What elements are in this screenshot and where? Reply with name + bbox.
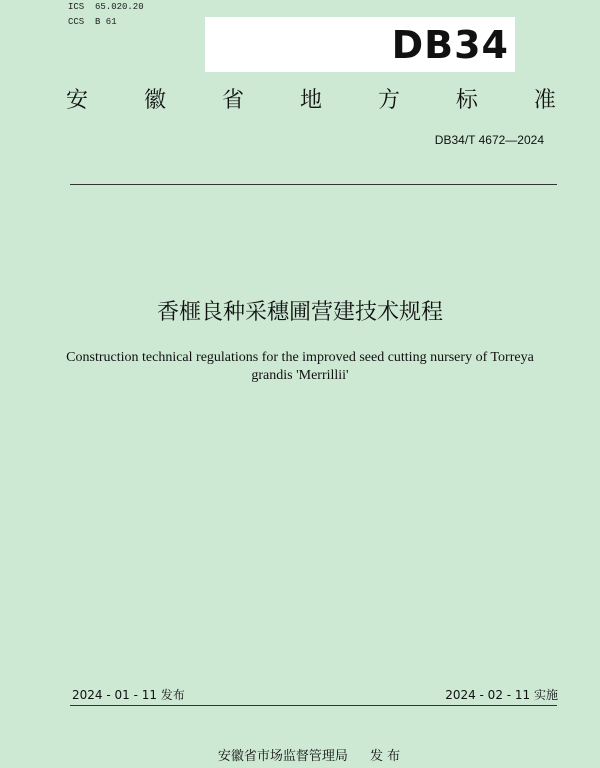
classification-codes xyxy=(68,0,144,30)
issuer-name: 安徽省市场监督管理局 xyxy=(217,749,348,764)
ccs-code: CCS B 61 xyxy=(68,17,117,27)
category-char: 准 xyxy=(533,88,556,113)
ics-code: ICS 65.020.20 xyxy=(68,2,144,12)
top-divider xyxy=(70,184,557,185)
category-char: 徽 xyxy=(143,88,166,113)
category-char: 地 xyxy=(299,88,322,113)
db-logo: DB34 xyxy=(391,23,509,67)
issuer-action: 发 布 xyxy=(369,749,401,764)
bottom-divider xyxy=(70,705,557,706)
issuer-line xyxy=(0,745,600,764)
effective-date: 2024 - 02 - 11 实施 xyxy=(445,688,558,702)
category-char: 方 xyxy=(377,88,400,113)
category-char: 省 xyxy=(221,88,244,113)
category-char: 标 xyxy=(455,88,478,113)
standard-category xyxy=(66,86,556,116)
standard-number: DB34/T 4672—2024 xyxy=(434,133,544,147)
english-title: Construction technical regulations for the improved seed cutting nursery of Torreya grandis 'Merrillii' xyxy=(66,350,534,383)
category-char: 安 xyxy=(66,88,89,113)
publish-date: 2024 - 01 - 11 发布 xyxy=(72,688,185,702)
db-logo-box xyxy=(205,17,515,72)
chinese-title: 香榧良种采穗圃营建技术规程 xyxy=(156,300,443,325)
